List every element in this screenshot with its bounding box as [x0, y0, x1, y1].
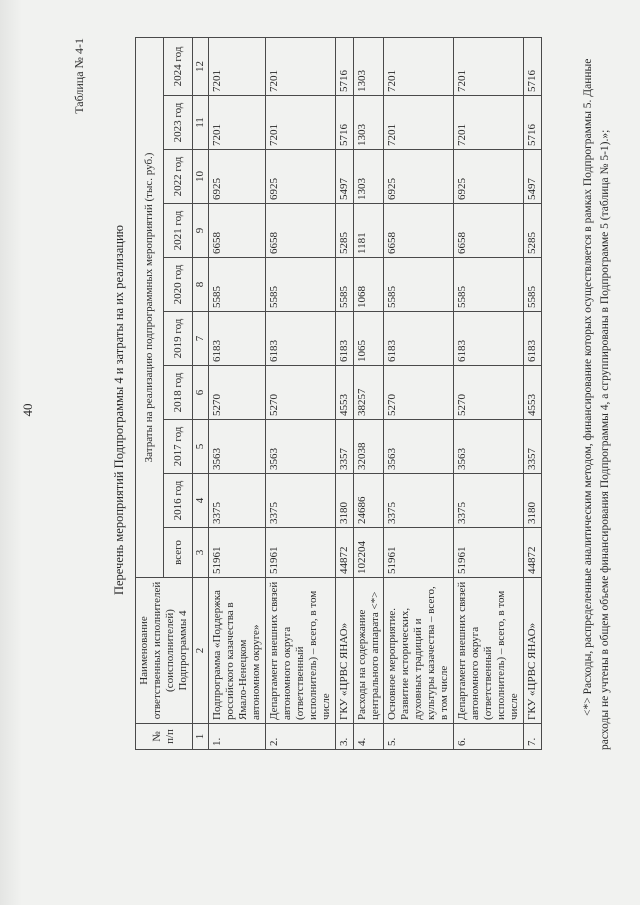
row-year-value: 1303: [353, 96, 384, 150]
header-year: 2024 год: [164, 37, 192, 95]
row-year-value: 5716: [524, 37, 542, 95]
table-row: [353, 37, 384, 749]
row-name: ГКУ «ЦРВС ЯНАО»: [335, 578, 353, 724]
row-year-value: 38257: [353, 366, 384, 420]
scan-edge-shadow: [0, 0, 22, 905]
row-year-value: 3357: [335, 420, 353, 474]
row-year-value: 5585: [524, 258, 542, 312]
column-number: 9: [192, 204, 208, 258]
column-number: 1: [192, 724, 208, 750]
row-index: 4.: [353, 724, 384, 750]
row-year-value: 7201: [384, 96, 454, 150]
row-name: Основное мероприятие. Развитие исторических, духовных традиций и культуры казачества – всего, в том числе: [384, 578, 454, 724]
row-year-value: 5585: [454, 258, 524, 312]
row-year-value: 3375: [384, 474, 454, 528]
row-year-value: 5716: [335, 37, 353, 95]
row-year-value: 6658: [384, 204, 454, 258]
row-year-value: 3180: [524, 474, 542, 528]
row-year-value: 6925: [208, 150, 265, 204]
row-year-value: 5716: [524, 96, 542, 150]
header-year: 2021 год: [164, 204, 192, 258]
row-index: 7.: [524, 724, 542, 750]
row-year-value: 6183: [265, 312, 335, 366]
row-year-value: 7201: [454, 96, 524, 150]
row-year-value: 1303: [353, 150, 384, 204]
column-number: 8: [192, 258, 208, 312]
column-number: 2: [192, 578, 208, 724]
row-year-value: 3375: [265, 474, 335, 528]
row-year-value: 7201: [208, 37, 265, 95]
row-year-value: 5585: [265, 258, 335, 312]
column-number-row: [192, 37, 208, 749]
row-year-value: 3563: [265, 420, 335, 474]
row-name: Подпрограмма «Поддержка российского казачества в Ямало-Ненецком автономном округе»: [208, 578, 265, 724]
row-year-value: 1303: [353, 37, 384, 95]
header-costs-group: Затраты на реализацию подпрограммных мероприятий (тыс. руб.): [136, 37, 164, 577]
row-year-value: 7201: [454, 37, 524, 95]
row-year-value: 32038: [353, 420, 384, 474]
row-index: 1.: [208, 724, 265, 750]
column-number: 6: [192, 366, 208, 420]
row-year-value: 6925: [384, 150, 454, 204]
row-year-value: 5497: [335, 150, 353, 204]
page-number: 40: [20, 403, 35, 417]
header-name: Наименование ответственных исполнителей (соисполнителей) Подпрограммы 4: [136, 578, 193, 724]
row-year-value: 3180: [335, 474, 353, 528]
footnote: <*> Расходы, распределенные аналитическим методом, финансирование которых осуществляется в рамках Подпрограммы 5. Данные расходы не учтены в общем объеме финансирования Подпрограммы 4, а сгруппированы в Подпрограмме 5 (таблица № 5-1).»;: [582, 58, 611, 750]
row-total-value: 51961: [384, 528, 454, 578]
row-year-value: 1068: [353, 258, 384, 312]
column-number: 12: [192, 37, 208, 95]
row-year-value: 6183: [335, 312, 353, 366]
row-year-value: 6183: [454, 312, 524, 366]
row-name: Департамент внешних связей автономного округа (ответственный исполнитель) – всего, в том числе: [454, 578, 524, 724]
row-year-value: 1065: [353, 312, 384, 366]
header-total: всего: [164, 528, 192, 578]
row-year-value: 6183: [384, 312, 454, 366]
header-year: 2016 год: [164, 474, 192, 528]
row-index: 5.: [384, 724, 454, 750]
row-year-value: 7201: [265, 37, 335, 95]
row-year-value: 7201: [208, 96, 265, 150]
measures-cost-table: [135, 37, 542, 750]
row-name: ГКУ «ЦРВС ЯНАО»: [524, 578, 542, 724]
row-total-value: 51961: [208, 528, 265, 578]
row-year-value: 3563: [384, 420, 454, 474]
row-year-value: 4553: [335, 366, 353, 420]
column-number: 7: [192, 312, 208, 366]
column-number: 5: [192, 420, 208, 474]
row-year-value: 5585: [335, 258, 353, 312]
table-row: [524, 37, 542, 749]
row-year-value: 5285: [335, 204, 353, 258]
row-year-value: 5585: [208, 258, 265, 312]
row-year-value: 5270: [454, 366, 524, 420]
column-number: 11: [192, 96, 208, 150]
row-year-value: 5497: [524, 150, 542, 204]
rotated-document-page: [20, 30, 620, 790]
row-year-value: 5716: [335, 96, 353, 150]
table-row: [335, 37, 353, 749]
row-year-value: 4553: [524, 366, 542, 420]
row-year-value: 5270: [384, 366, 454, 420]
row-year-value: 5270: [265, 366, 335, 420]
header-year: 2017 год: [164, 420, 192, 474]
row-index: 3.: [335, 724, 353, 750]
table-row: [265, 37, 335, 749]
table-row: [384, 37, 454, 749]
column-number: 3: [192, 528, 208, 578]
row-index: 2.: [265, 724, 335, 750]
table-row: [208, 37, 265, 749]
row-year-value: 6658: [208, 204, 265, 258]
row-year-value: 3375: [208, 474, 265, 528]
table-row: [454, 37, 524, 749]
row-name: Департамент внешних связей автономного округа (ответственный исполнитель) – всего, в том числе: [265, 578, 335, 724]
row-total-value: 102204: [353, 528, 384, 578]
document-title: Перечень мероприятий Подпрограммы 4 и затраты на их реализацию: [112, 224, 126, 596]
header-year: 2018 год: [164, 366, 192, 420]
row-year-value: 3375: [454, 474, 524, 528]
row-total-value: 51961: [265, 528, 335, 578]
row-year-value: 5285: [524, 204, 542, 258]
row-name: Расходы на содержание центрального аппарата <*>: [353, 578, 384, 724]
header-year: 2019 год: [164, 312, 192, 366]
row-index: 6.: [454, 724, 524, 750]
row-year-value: 3563: [454, 420, 524, 474]
row-year-value: 6183: [208, 312, 265, 366]
row-total-value: 44872: [335, 528, 353, 578]
header-row-top: [136, 37, 164, 749]
row-total-value: 51961: [454, 528, 524, 578]
table-label: Таблица № 4-1: [72, 38, 86, 114]
header-year: 2022 год: [164, 150, 192, 204]
row-year-value: 1181: [353, 204, 384, 258]
header-year: 2023 год: [164, 96, 192, 150]
row-total-value: 44872: [524, 528, 542, 578]
column-number: 10: [192, 150, 208, 204]
row-year-value: 6658: [454, 204, 524, 258]
row-year-value: 6183: [524, 312, 542, 366]
column-number: 4: [192, 474, 208, 528]
row-year-value: 7201: [265, 96, 335, 150]
row-year-value: 3357: [524, 420, 542, 474]
row-year-value: 7201: [384, 37, 454, 95]
row-year-value: 5270: [208, 366, 265, 420]
header-year: 2020 год: [164, 258, 192, 312]
row-year-value: 6658: [265, 204, 335, 258]
row-year-value: 6925: [265, 150, 335, 204]
row-year-value: 3563: [208, 420, 265, 474]
header-index: № п/п: [136, 724, 193, 750]
row-year-value: 5585: [384, 258, 454, 312]
row-year-value: 24686: [353, 474, 384, 528]
row-year-value: 6925: [454, 150, 524, 204]
